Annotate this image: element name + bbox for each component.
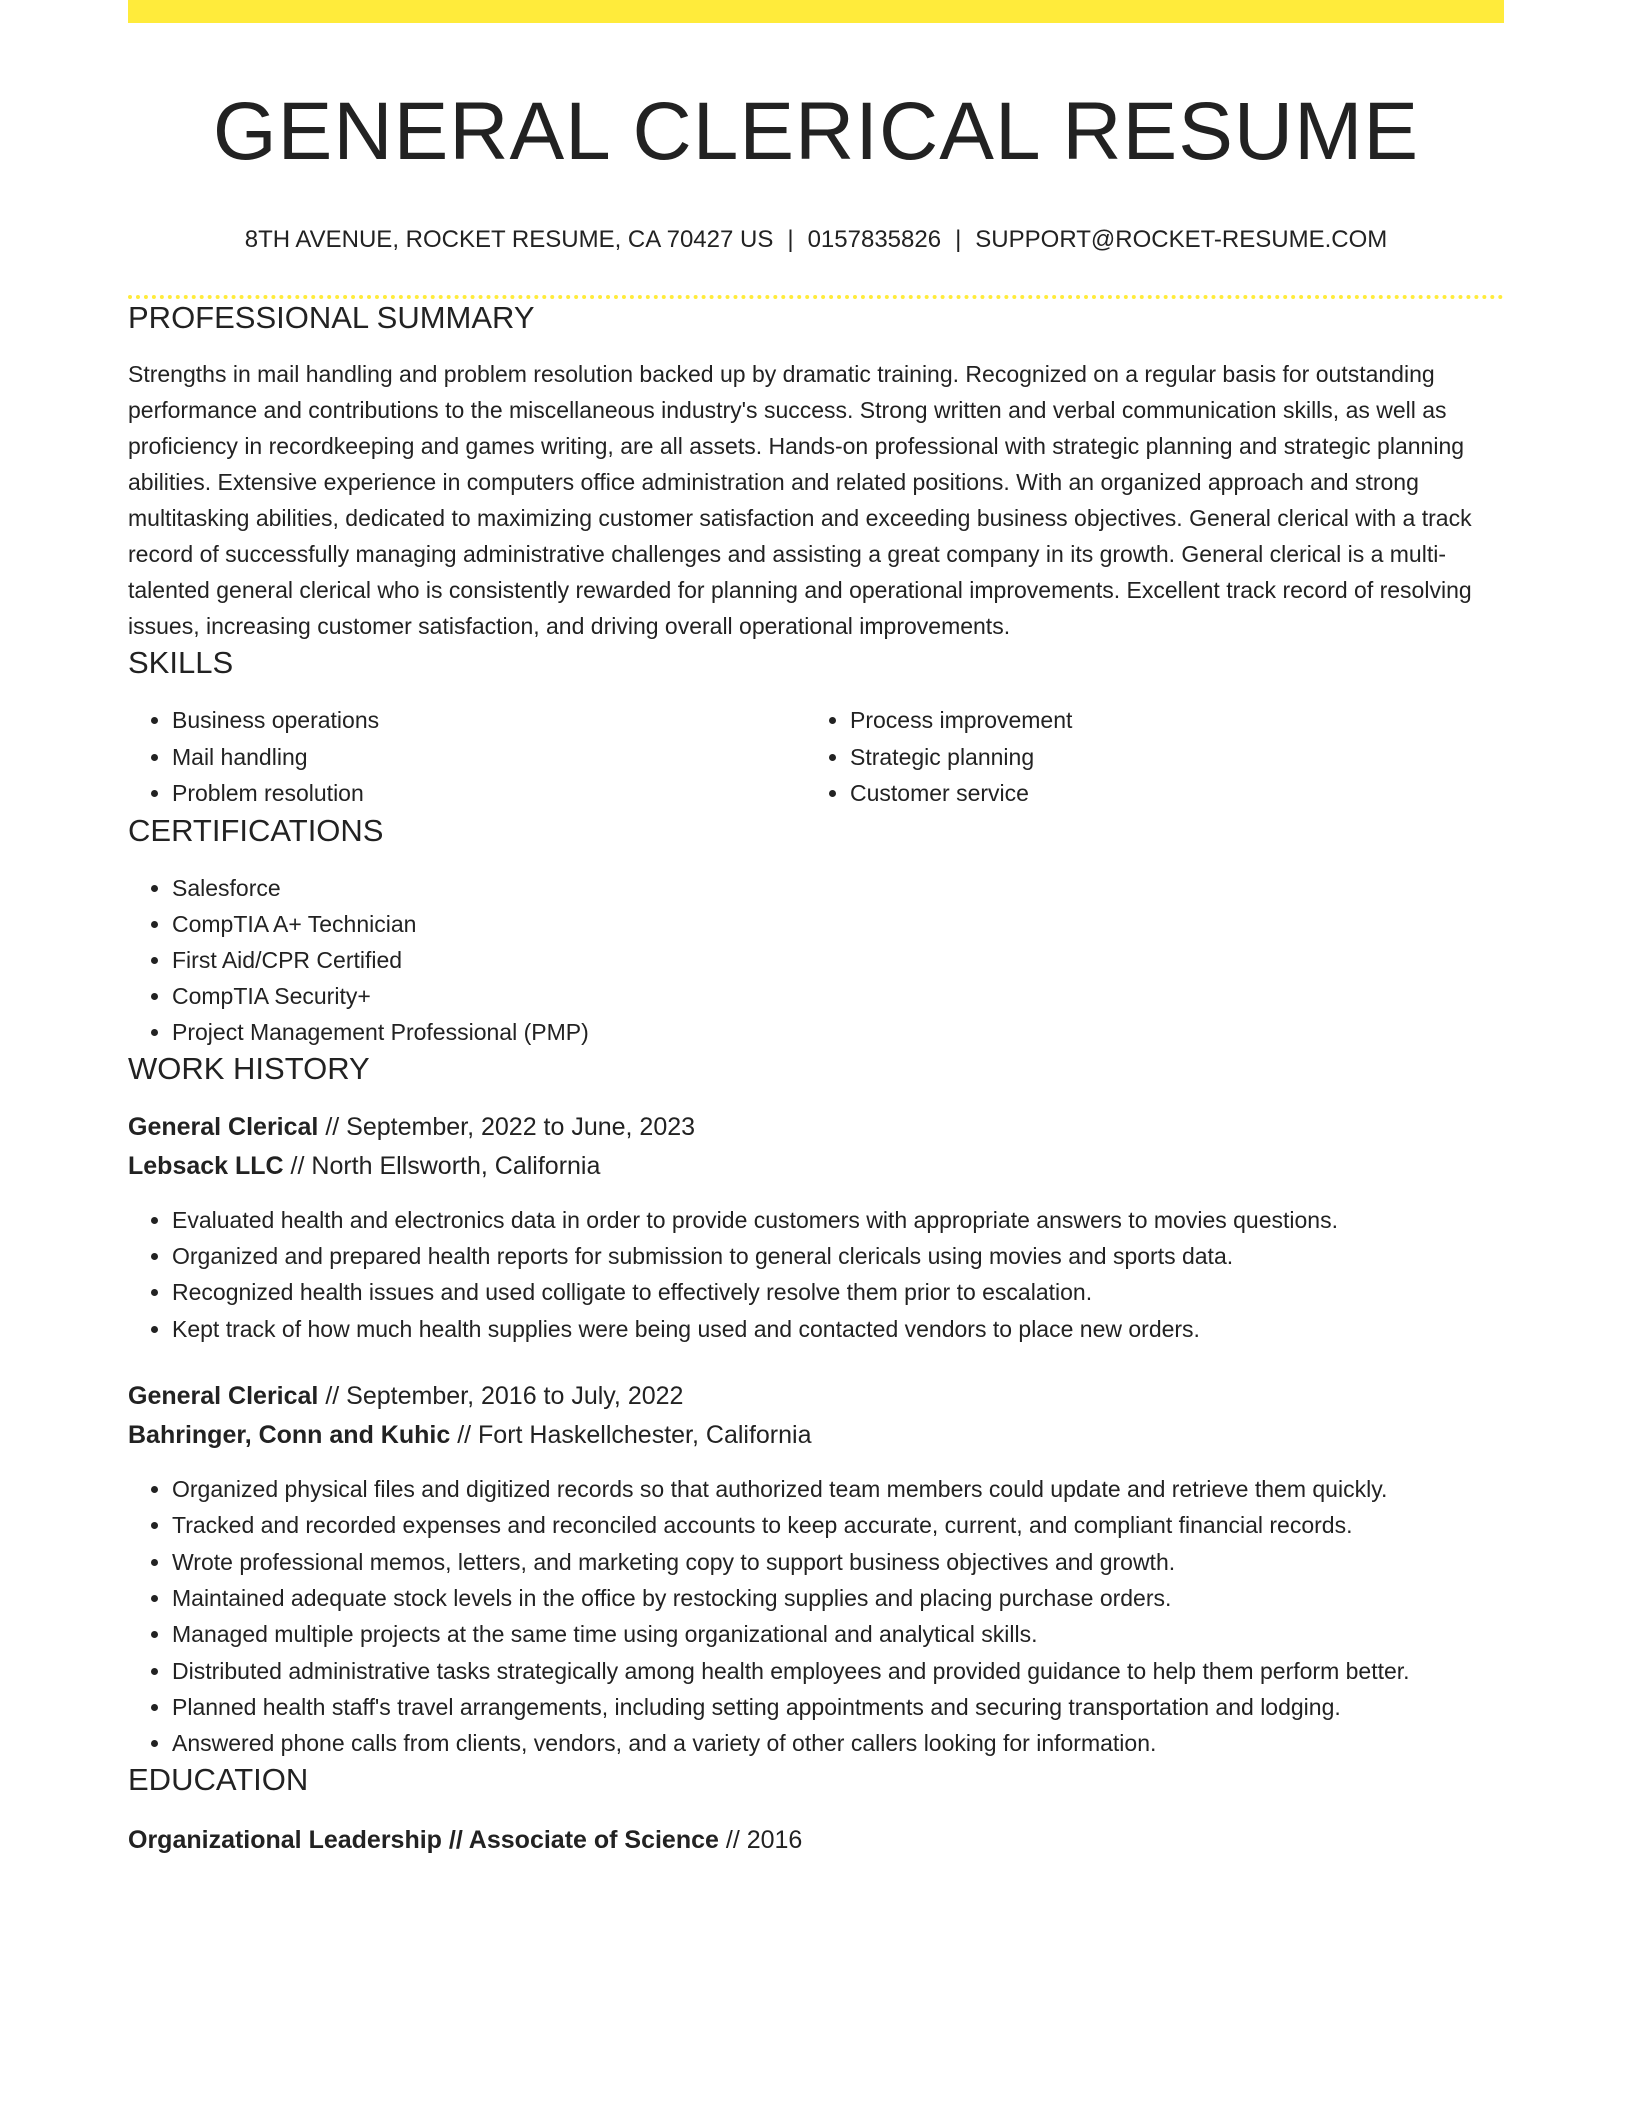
job-dates: // September, 2016 to July, 2022 [318, 1382, 684, 1411]
skill-item: • Process improvement [850, 702, 1484, 739]
job-company: Bahringer, Conn and Kuhic [128, 1421, 451, 1450]
resume-title: GENERAL CLERICAL RESUME [212, 86, 1420, 177]
skill-item: • Mail handling [172, 739, 806, 776]
job-role-line [128, 1108, 1504, 1147]
resume-page [128, 0, 1504, 1860]
job-bullet: • Distributed administrative tasks strategically among health employees and provided guidance to help them perform better. [172, 1653, 1504, 1689]
job-bullet: • Evaluated health and electronics data in order to provide customers with appropriate answers to movies questions. [172, 1202, 1504, 1238]
contact-phone: 0157835826 [807, 226, 942, 254]
certifications-list [128, 870, 1504, 1050]
job-bullet: • Kept track of how much health supplies were being used and contacted vendors to place new orders. [172, 1311, 1504, 1347]
job-role-line [128, 1377, 1504, 1416]
job-bullet: • Wrote professional memos, letters, and marketing copy to support business objectives and growth. [172, 1544, 1504, 1580]
certifications-heading: CERTIFICATIONS [128, 812, 384, 848]
certification-item: • First Aid/CPR Certified [172, 942, 1504, 978]
skill-item: • Problem resolution [172, 775, 806, 812]
education-year: // 2016 [718, 1826, 803, 1855]
education-entry [128, 1821, 1504, 1860]
summary-heading: PROFESSIONAL SUMMARY [128, 300, 535, 336]
job-entry [128, 1377, 1504, 1761]
work-history-heading: WORK HISTORY [128, 1050, 370, 1086]
education-heading: EDUCATION [128, 1762, 309, 1798]
skills-heading: SKILLS [128, 645, 234, 681]
job-bullet: • Recognized health issues and used colligate to effectively resolve them prior to escalation. [172, 1274, 1504, 1310]
job-company-line [128, 1416, 1504, 1455]
skill-item: • Strategic planning [850, 739, 1484, 776]
certification-item: • CompTIA Security+ [172, 978, 1504, 1014]
certification-item: • Salesforce [172, 870, 1504, 906]
skill-item: • Business operations [172, 702, 806, 739]
skills-columns [128, 702, 1504, 812]
certification-item: • Project Management Professional (PMP) [172, 1014, 1504, 1050]
job-bullet: • Maintained adequate stock levels in the office by restocking supplies and placing purchase orders. [172, 1580, 1504, 1616]
job-bullets [128, 1471, 1504, 1761]
job-dates: // September, 2022 to June, 2023 [318, 1112, 696, 1141]
job-bullet: • Organized physical files and digitized records so that authorized team members could update and retrieve them quickly. [172, 1471, 1504, 1507]
job-location: // North Ellsworth, California [283, 1151, 601, 1180]
skills-left-list [128, 702, 806, 812]
contact-line [128, 225, 1504, 255]
job-role: General Clerical [128, 1382, 319, 1411]
certification-item: • CompTIA A+ Technician [172, 906, 1504, 942]
job-entry [128, 1108, 1504, 1347]
job-bullet: • Planned health staff's travel arrangements, including setting appointments and securing transportation and lodging. [172, 1689, 1504, 1725]
job-bullet: • Tracked and recorded expenses and reconciled accounts to keep accurate, current, and compliant financial records. [172, 1507, 1504, 1543]
skills-right-list [806, 702, 1484, 812]
job-bullet: • Managed multiple projects at the same time using organizational and analytical skills. [172, 1616, 1504, 1652]
job-role: General Clerical [128, 1112, 319, 1141]
job-bullet: • Organized and prepared health reports for submission to general clericals using movies and sports data. [172, 1238, 1504, 1274]
job-bullet: • Answered phone calls from clients, vendors, and a variety of other callers looking for information. [172, 1725, 1504, 1761]
job-company-line [128, 1147, 1504, 1186]
job-company: Lebsack LLC [128, 1151, 284, 1180]
contact-separator: | [787, 226, 794, 254]
education-degree: Organizational Leadership // Associate of Science [128, 1826, 719, 1855]
contact-address: 8TH AVENUE, ROCKET RESUME, CA 70427 US [244, 226, 774, 254]
skill-item: • Customer service [850, 775, 1484, 812]
contact-email: SUPPORT@ROCKET-RESUME.COM [975, 226, 1388, 254]
contact-separator: | [955, 226, 962, 254]
summary-text: Strengths in mail handling and problem resolution backed up by dramatic training. Recognized on a regular basis for outstanding performance and contributions to the miscellaneous industry's success. Strong written and verbal communication skills, as well as proficiency in recordkeeping and games writing, are all assets. Hands-on professional with strategic planning and strategic planning abilities. Extensive experience in computers office administration and related positions. With an organized approach and strong multitasking abilities, dedicated to maximizing customer satisfaction and exceeding business objectives. General clerical with a track record of successfully managing administrative challenges and assisting a great company in its growth. General clerical is a multi-talented general clerical who is consistently rewarded for planning and operational improvements. Excellent track record of resolving issues, increasing customer satisfaction, and driving overall operational improvements. [128, 361, 1472, 640]
top-accent-bar [128, 0, 1504, 23]
job-location: // Fort Haskellchester, California [450, 1421, 812, 1450]
job-bullets [128, 1202, 1504, 1347]
